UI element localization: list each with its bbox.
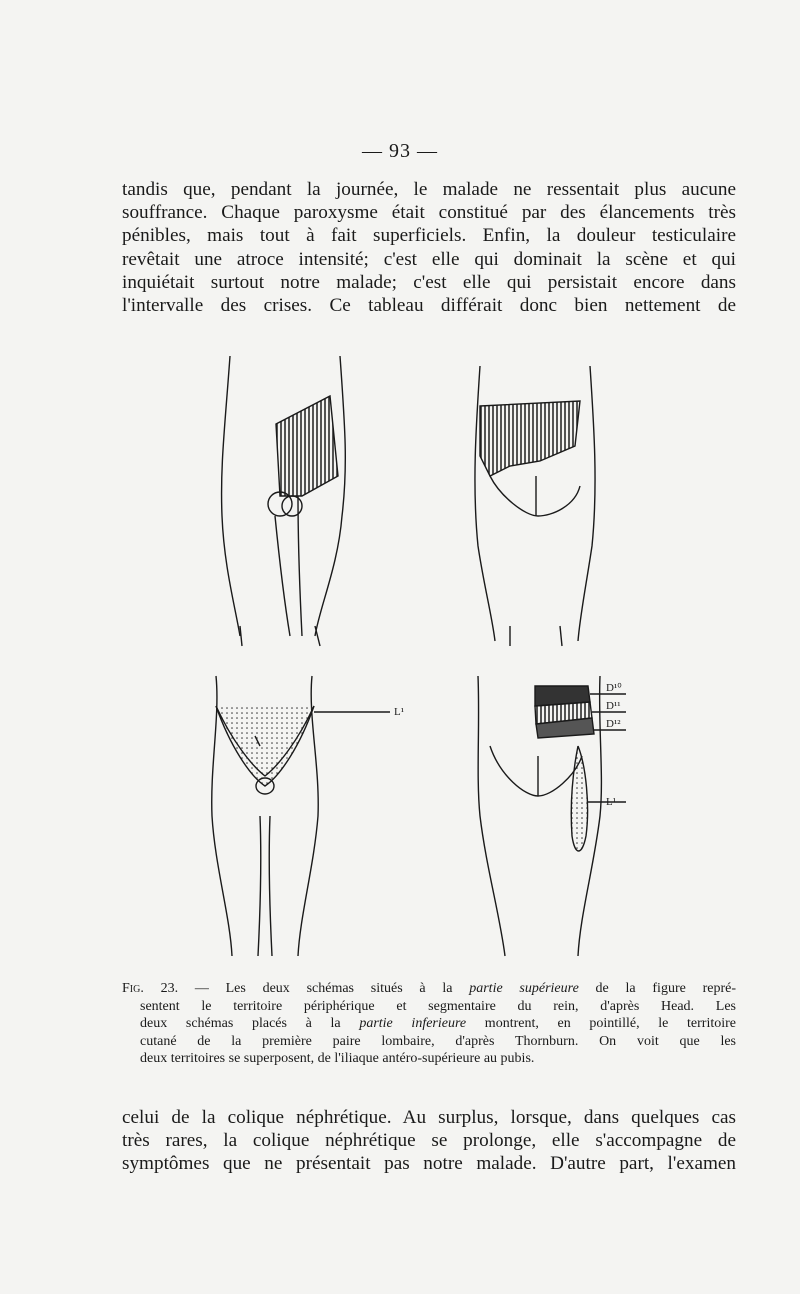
paragraph-line: pénibles, mais tout à fait superficiels. Enfin, la douleur testiculaire <box>122 225 736 247</box>
figure-label: Fig. 23. <box>122 981 179 996</box>
top-paragraph <box>122 178 736 317</box>
caption-text: montrent, en pointillé, le territoire <box>466 1016 736 1031</box>
paragraph-line: l'intervalle des crises. Ce tableau différait donc bien nettement de <box>122 295 736 317</box>
figure-illustration <box>180 346 620 966</box>
paragraph-line: revêtait une atroce intensité; c'est elle qui dominait la scène et qui <box>122 248 736 270</box>
front-view-l1-territory <box>212 676 390 956</box>
label-l1-front: L¹ <box>394 706 405 718</box>
front-view-head-territory <box>222 356 346 646</box>
figure-caption <box>122 980 736 1068</box>
paragraph-line: tandis que, pendant la journée, le malade ne ressentait plus aucune <box>122 179 736 200</box>
label-d11: D¹¹ <box>606 700 621 712</box>
page-number: — 93 — <box>362 140 438 162</box>
caption-line <box>122 980 736 998</box>
paragraph-line: souffrance. Chaque paroxysme était constitué par des élancements très <box>122 202 736 224</box>
caption-line: sentent le territoire périphérique et segmentaire du rein, d'après Head. Les <box>140 998 736 1014</box>
label-l1-back: L¹ <box>606 796 617 808</box>
paragraph-line: très rares, la colique néphrétique se prolonge, elle s'accompagne de <box>122 1130 736 1152</box>
caption-text: Les deux schémas situés à la <box>225 981 470 996</box>
label-d12: D¹² <box>606 718 621 730</box>
caption-italic: partie supérieure <box>469 981 579 996</box>
caption-dash: — <box>178 981 226 996</box>
bottom-paragraph <box>122 1106 736 1176</box>
paragraph-line: inquiétait surtout notre malade; c'est elle qui persistait encore dans <box>122 271 736 293</box>
paragraph-line: celui de la colique néphrétique. Au surplus, lorsque, dans quelques cas <box>122 1107 736 1128</box>
back-view-segments <box>478 676 626 956</box>
paragraph-line: symptômes que ne présentait pas notre malade. D'autre part, l'examen <box>122 1153 736 1175</box>
anatomical-figure <box>180 346 620 966</box>
caption-line: cutané de la première paire lombaire, d'après Thornburn. On voit que les <box>140 1033 736 1049</box>
caption-text: deux schémas placés à la <box>140 1016 360 1031</box>
back-view-head-territory <box>475 366 595 646</box>
caption-text: de la figure repré- <box>578 981 736 996</box>
caption-italic: partie inferieure <box>359 1016 467 1031</box>
label-d10: D¹⁰ <box>606 682 622 694</box>
caption-line <box>122 1015 736 1033</box>
caption-line: deux territoires se superposent, de l'iliaque antéro-supérieure au pubis. <box>140 1051 535 1066</box>
